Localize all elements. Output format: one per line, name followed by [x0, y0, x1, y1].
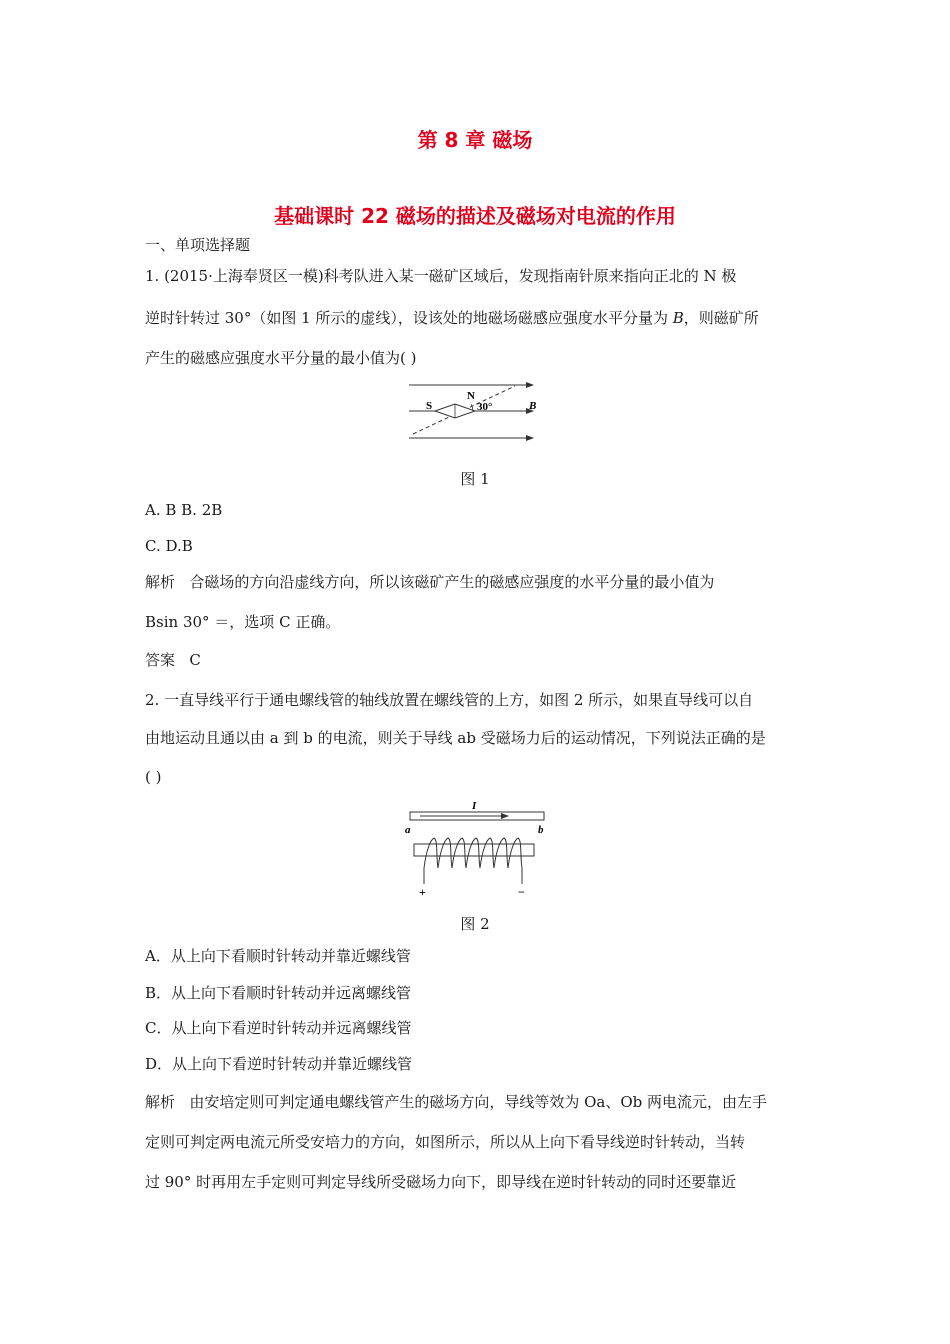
q1-line-3: 产生的磁感应强度水平分量的最小值为( )	[145, 349, 417, 367]
figure-1-caption: 图 1	[460, 470, 490, 488]
label-30-degrees: 30°	[477, 401, 493, 413]
label-plus: +	[419, 885, 426, 899]
figure-1-compass-diagram	[405, 378, 545, 446]
chapter-title: 第 8 章 磁场	[417, 128, 533, 152]
q1-line-2-a: 逆时针转过 30°（如图 1 所示的虚线），设该处的地磁场磁感应强度水平分量为	[145, 309, 673, 327]
label-n: N	[467, 390, 475, 402]
q1-analysis-line-2: Bsin 30° ＝，选项 C 正确。	[145, 613, 341, 631]
label-b-end: b	[538, 824, 544, 836]
q2-analysis-line-1	[145, 1092, 810, 1112]
figure-2-caption: 图 2	[460, 915, 490, 933]
q2-option-a: A．从上向下看顺时针转动并靠近螺线管	[145, 947, 411, 965]
q1-analysis-line-1	[145, 572, 810, 592]
q2-analysis-line-3: 过 90° 时再用左手定则可判定导线所受磁场力向下，即导线在逆时针转动的同时还要靠近	[145, 1173, 737, 1191]
q1-line-2	[145, 308, 810, 328]
q1-answer	[145, 650, 810, 670]
label-b: B	[529, 400, 537, 412]
q1-answer-value: C	[189, 651, 201, 669]
q2-line-2: 由地运动且通以由 a 到 b 的电流，则关于导线 ab 受磁场力后的运动情况，下列说法正确的是	[145, 729, 766, 747]
q1-options-cd: C. D.B	[145, 537, 193, 555]
q2-line-3: ( )	[145, 768, 162, 786]
q1-line-2-var-b: B	[672, 309, 684, 327]
label-minus: −	[518, 885, 525, 899]
q2-option-c: C．从上向下看逆时针转动并远离螺线管	[145, 1019, 412, 1037]
q2-analysis-text-1: 由安培定则可判定通电螺线管产生的磁场方向，导线等效为 Oa、Ob 两电流元，由左手	[189, 1093, 768, 1111]
q2-option-d: D．从上向下看逆时针转动并靠近螺线管	[145, 1055, 413, 1073]
q1-analysis-label: 解析	[145, 573, 176, 591]
label-current-i: I	[472, 800, 477, 812]
q1-line-2-c: ，则磁矿所	[683, 309, 759, 327]
q1-analysis-text-1: 合磁场的方向沿虚线方向，所以该磁矿产生的磁感应强度的水平分量的最小值为	[189, 573, 715, 591]
solenoid-core	[414, 844, 534, 856]
figure-2-solenoid-diagram	[400, 800, 550, 900]
q1-options-ab: A. B B. 2B	[145, 501, 223, 519]
q1-answer-label: 答案	[145, 651, 176, 669]
q2-line-1: 2. 一直导线平行于通电螺线管的轴线放置在螺线管的上方，如图 2 所示，如果直导线可以自	[145, 691, 754, 709]
label-a: a	[405, 824, 411, 836]
lesson-title: 基础课时 22 磁场的描述及磁场对电流的作用	[274, 204, 676, 228]
section-heading: 一、单项选择题	[145, 236, 251, 254]
q2-analysis-label: 解析	[145, 1093, 176, 1111]
q2-analysis-line-2: 定则可判定两电流元所受安培力的方向，如图所示，所以从上向下看导线逆时针转动，当转	[145, 1133, 746, 1151]
label-s: S	[426, 400, 433, 412]
q1-line-1: 1. (2015·上海奉贤区一模)科考队进入某一磁矿区域后，发现指南针原来指向正北的 N 极	[145, 267, 737, 285]
q2-option-b: B．从上向下看顺时针转动并远离螺线管	[145, 984, 412, 1002]
